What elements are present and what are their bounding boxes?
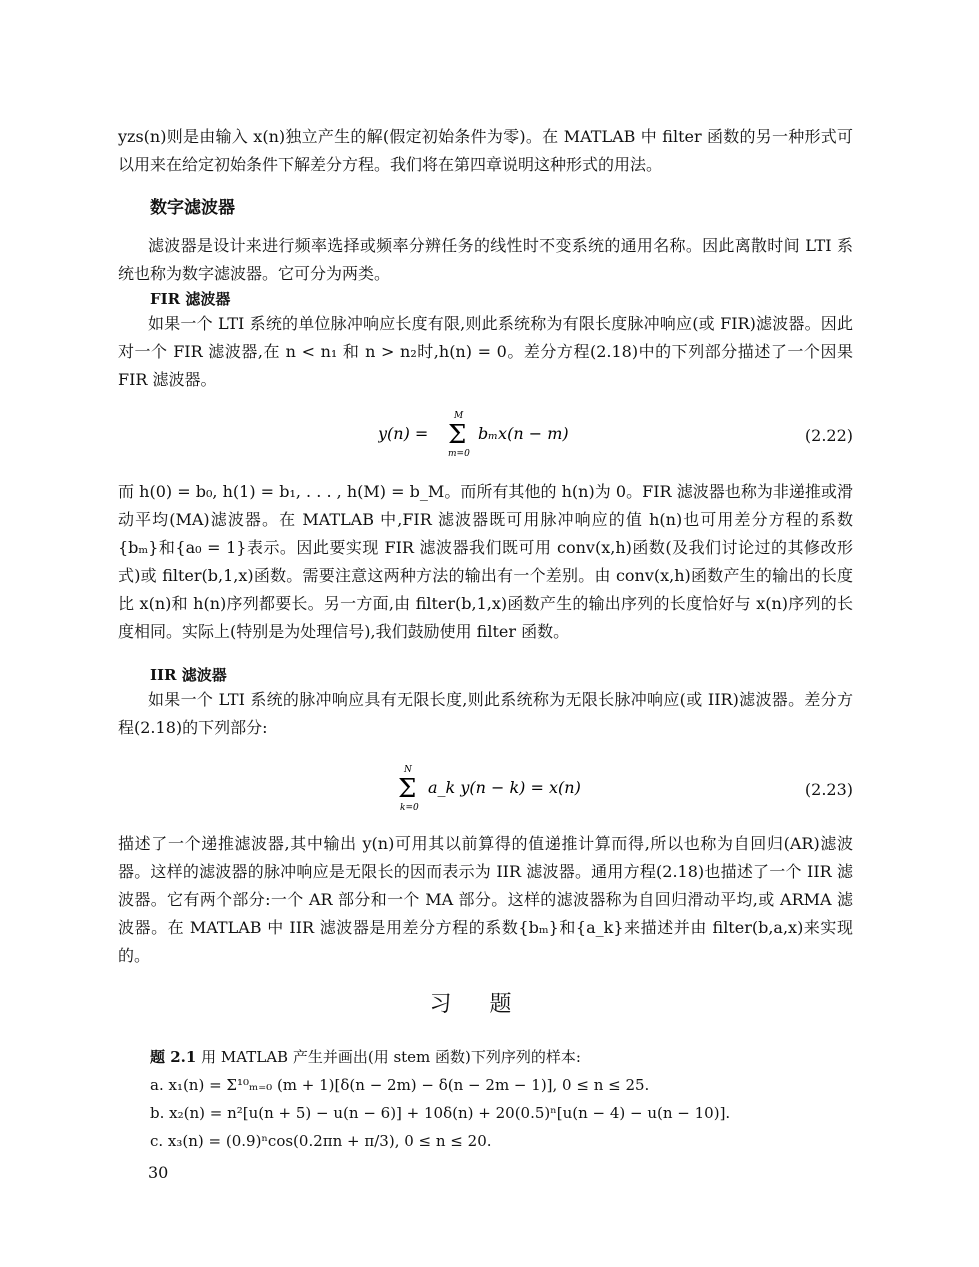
- equation-2-22: [118, 408, 853, 468]
- eq1-lhs: y(n) =: [378, 424, 429, 443]
- problem-text: 用 MATLAB 产生并画出(用 stem 函数)下列序列的样本:: [201, 1048, 581, 1066]
- page-number: 30: [148, 1163, 169, 1182]
- equation-number-2-23: (2.23): [804, 780, 853, 799]
- equation-2-23: [118, 762, 853, 822]
- eq1-lower: m=0: [448, 449, 470, 459]
- paragraph-filter-definition: 滤波器是设计来进行频率选择或频率分辨任务的线性时不变系统的通用名称。因此离散时间 LTI 系统也称为数字滤波器。它可分为两类。: [118, 236, 853, 283]
- paragraph-iir-details: 描述了一个递推滤波器,其中输出 y(n)可用其以前算得的值递推计算而得,所以也称为自回归(AR)滤波器。这样的滤波器的脉冲响应是无限长的因而表示为 IIR 滤波器。通用方程(2.18)也描述了一个 IIR 滤波器。它有两个部分:一个 AR 部分和一个 MA 部分。这样的滤波器称为自回归滑动平均,或 ARMA 滤波器。在 MATLAB 中 IIR 滤波器是用差分方程的系数{bₘ}和{a_k}来描述并由 filter(b,a,x)来实现的。: [118, 834, 853, 965]
- equation-2-22-body: [378, 408, 738, 468]
- heading-digital-filter: 数字滤波器: [150, 198, 235, 218]
- paragraph-intro: yzs(n)则是由输入 x(n)独立产生的解(假定初始条件为零)。在 MATLAB 中 filter 函数的另一种形式可以用来在给定初始条件下解差分方程。我们将在第四章说明这种形式的用法。: [118, 127, 853, 174]
- paragraph-fir-definition: 如果一个 LTI 系统的单位脉冲响应长度有限,则此系统称为有限长度脉冲响应(或 FIR)滤波器。因此对一个 FIR 滤波器,在 n < n₁ 和 n > n₂时,h(n) = 0。差分方程(2.18)中的下列部分描述了一个因果 FIR 滤波器。: [118, 314, 853, 389]
- problem-item-b: b. x₂(n) = n²[u(n + 5) − u(n − 6)] + 10δ(n) + 20(0.5)ⁿ[u(n − 4) − u(n − 10)].: [150, 1104, 731, 1122]
- problem-2-1: [150, 1046, 581, 1068]
- heading-iir-filter: IIR 滤波器: [150, 666, 227, 684]
- eq2-rhs: a_k y(n − k) = x(n): [428, 778, 581, 797]
- equation-2-23-body: [378, 762, 738, 822]
- heading-fir-filter: FIR 滤波器: [150, 290, 231, 308]
- eq1-sigma: Σ: [448, 420, 467, 450]
- paragraph-fir-details: 而 h(0) = b₀, h(1) = b₁, . . . , h(M) = b_M。而所有其他的 h(n)为 0。FIR 滤波器也称为非递推或滑动平均(MA)滤波器。在 MATLAB 中,FIR 滤波器既可用脉冲响应的值 h(n)也可用差分方程的系数{bₘ}和{a₀ = 1}表示。因此要实现 FIR 滤波器我们既可用 conv(x,h)函数(及我们讨论过的其修改形式)或 filter(b,1,x)函数。需要注意这两种方法的输出有一个差别。由 conv(x,h)函数产生的输出的长度比 x(n)和 h(n)序列都要长。另一方面,由 filter(b,1,x)函数产生的输出序列的长度恰好与 x(n)序列的长度相同。实际上(特别是为处理信号),我们鼓励使用 filter 函数。: [118, 482, 853, 641]
- exercises-title: 习题: [429, 992, 550, 1017]
- paragraph-iir-definition: 如果一个 LTI 系统的脉冲响应具有无限长度,则此系统称为无限长脉冲响应(或 IIR)滤波器。差分方程(2.18)的下列部分:: [118, 690, 853, 737]
- eq2-sigma: Σ: [398, 774, 417, 804]
- problem-item-c: c. x₃(n) = (0.9)ⁿcos(0.2πn + π/3), 0 ≤ n ≤ 20.: [150, 1132, 492, 1150]
- eq1-rhs: bₘx(n − m): [478, 424, 569, 443]
- equation-number-2-22: (2.22): [804, 426, 853, 445]
- problem-item-a: a. x₁(n) = Σ¹⁰ₘ₌₀ (m + 1)[δ(n − 2m) − δ(n − 2m − 1)], 0 ≤ n ≤ 25.: [150, 1076, 650, 1094]
- eq1-upper: M: [454, 411, 464, 421]
- eq2-lower: k=0: [400, 803, 419, 813]
- problem-label: 题 2.1: [150, 1048, 197, 1066]
- eq2-upper: N: [404, 765, 412, 775]
